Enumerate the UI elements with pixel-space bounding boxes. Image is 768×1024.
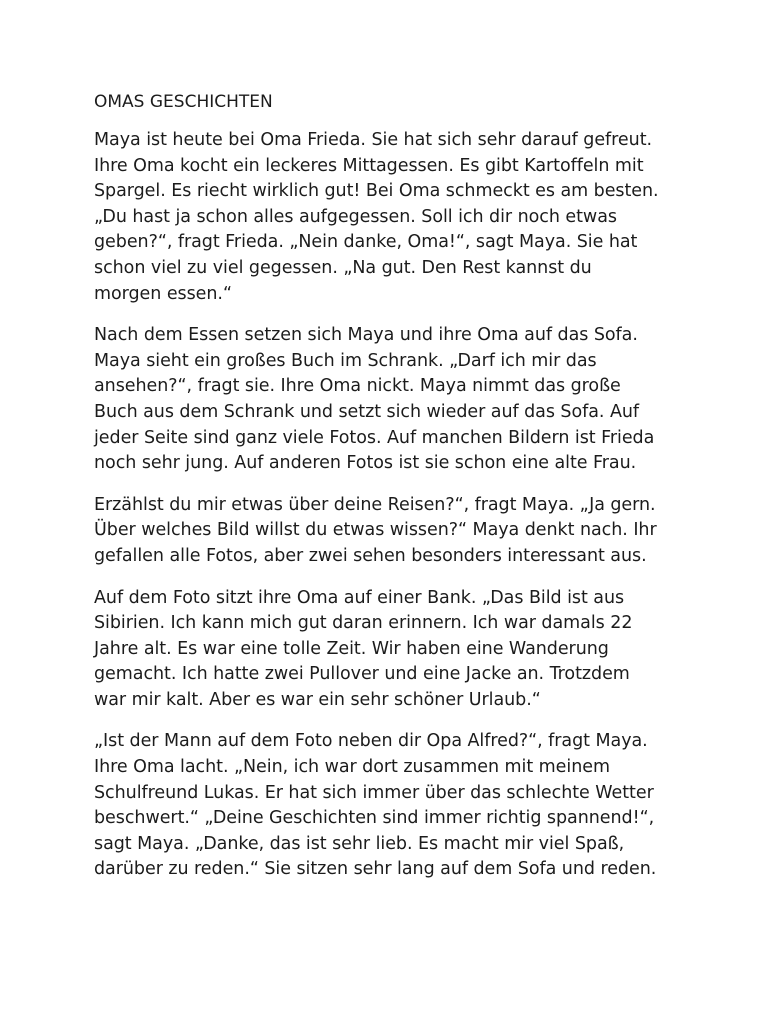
- document-title: OMAS GESCHICHTEN: [94, 92, 273, 112]
- text-line: Buch aus dem Schrank und setzt sich wieder auf das Sofa. Auf: [94, 401, 640, 422]
- text-line: Schulfreund Lukas. Er hat sich immer über das schlechte Wetter: [94, 782, 654, 803]
- text-line: Über welches Bild willst du etwas wissen?“ Maya denkt nach. Ihr: [94, 520, 657, 541]
- text-line: Auf dem Foto sitzt ihre Oma auf einer Bank. „Das Bild ist aus: [94, 587, 625, 608]
- document-page: [94, 90, 684, 899]
- text-line: schon viel zu viel gegessen. „Na gut. Den Rest kannst du: [94, 257, 592, 278]
- text-line: „Ist der Mann auf dem Foto neben dir Opa Alfred?“, fragt Maya.: [94, 731, 648, 752]
- text-line: Erzählst du mir etwas über deine Reisen?“, fragt Maya. „Ja gern.: [94, 494, 656, 515]
- text-line: Nach dem Essen setzen sich Maya und ihre Oma auf das Sofa.: [94, 325, 638, 346]
- paragraph-1: [94, 128, 684, 307]
- text-line: darüber zu reden.“ Sie sitzen sehr lang auf dem Sofa und reden.: [94, 859, 657, 880]
- paragraph-4: [94, 586, 684, 714]
- text-line: Sibirien. Ich kann mich gut daran erinnern. Ich war damals 22: [94, 613, 633, 634]
- text-line: „Du hast ja schon alles aufgegessen. Soll ich dir noch etwas: [94, 206, 617, 227]
- text-line: sagt Maya. „Danke, das ist sehr lieb. Es macht mir viel Spaß,: [94, 833, 625, 854]
- paragraph-3: [94, 493, 684, 570]
- text-line: ansehen?“, fragt sie. Ihre Oma nickt. Maya nimmt das große: [94, 376, 621, 397]
- text-line: Jahre alt. Es war eine tolle Zeit. Wir haben eine Wanderung: [94, 638, 609, 659]
- text-line: gefallen alle Fotos, aber zwei sehen besonders interessant aus.: [94, 545, 647, 566]
- text-line: Maya sieht ein großes Buch im Schrank. „Darf ich mir das: [94, 350, 597, 371]
- text-line: jeder Seite sind ganz viele Fotos. Auf manchen Bildern ist Frieda: [94, 427, 655, 448]
- paragraph-5: [94, 729, 684, 883]
- text-line: beschwert.“ „Deine Geschichten sind immer richtig spannend!“,: [94, 808, 655, 829]
- text-line: war mir kalt. Aber es war ein sehr schöner Urlaub.“: [94, 689, 541, 710]
- paragraph-2: [94, 323, 684, 477]
- text-line: Spargel. Es riecht wirklich gut! Bei Oma schmeckt es am besten.: [94, 181, 659, 202]
- text-line: Ihre Oma lacht. „Nein, ich war dort zusammen mit meinem: [94, 757, 610, 778]
- text-line: morgen essen.“: [94, 283, 232, 304]
- text-line: Ihre Oma kocht ein leckeres Mittagessen. Es gibt Kartoffeln mit: [94, 155, 644, 176]
- text-line: gemacht. Ich hatte zwei Pullover und eine Jacke an. Trotzdem: [94, 664, 630, 685]
- text-line: Maya ist heute bei Oma Frieda. Sie hat sich sehr darauf gefreut.: [94, 130, 653, 150]
- text-line: geben?“, fragt Frieda. „Nein danke, Oma!“, sagt Maya. Sie hat: [94, 232, 638, 253]
- text-line: noch sehr jung. Auf anderen Fotos ist sie schon eine alte Frau.: [94, 453, 637, 474]
